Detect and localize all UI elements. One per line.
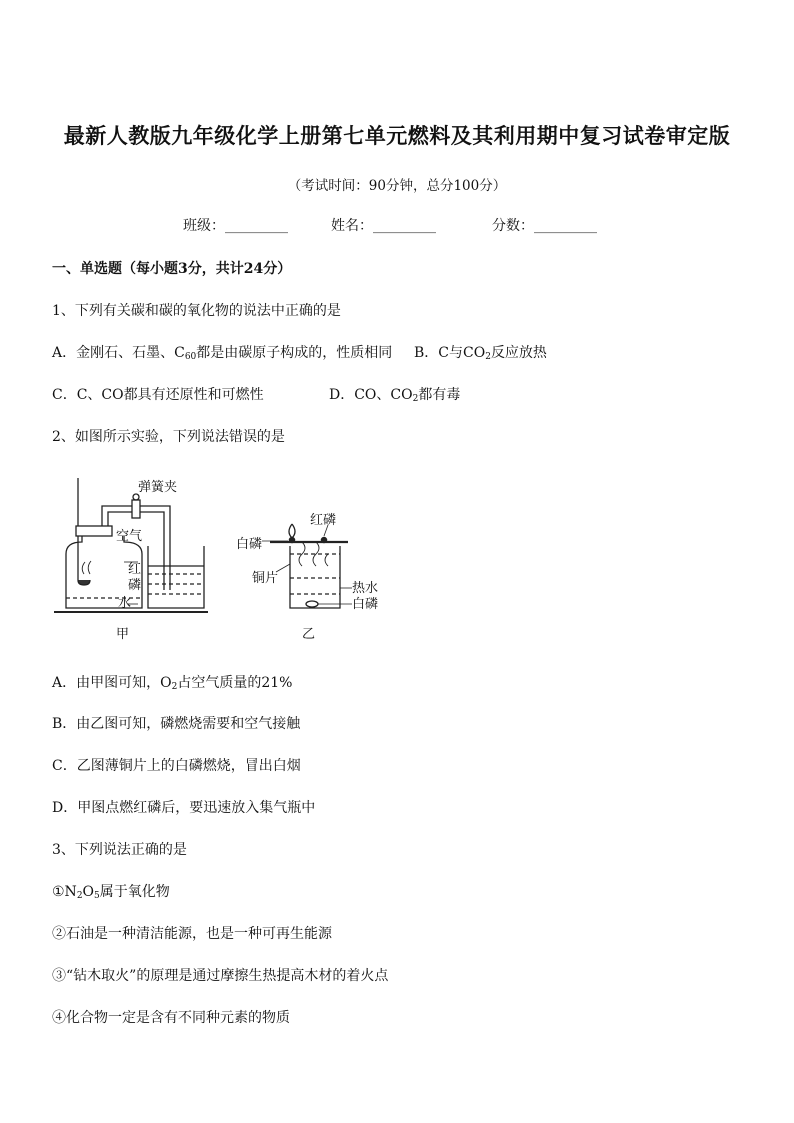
q3-statement-1 xyxy=(52,881,170,901)
q1-d-text: D．CO、CO xyxy=(329,387,413,403)
q2-option-b: B．由乙图可知，磷燃烧需要和空气接触 xyxy=(52,716,301,732)
label-copper: 铜片 xyxy=(252,571,279,586)
q1-a-text2: 都是由碳原子构成的，性质相同 xyxy=(196,345,393,361)
q1-option-b xyxy=(414,342,547,362)
white-phosphorus-underwater xyxy=(306,601,318,607)
white-phosphorus-on-plate xyxy=(289,537,294,542)
q3-stem: 3、下列说法正确的是 xyxy=(52,842,187,858)
q3-s1-text: ①N xyxy=(52,884,77,900)
label-red-phosphorus: 红磷 xyxy=(310,513,337,528)
combustion-spoon xyxy=(78,580,90,585)
q3-statement-3: ③“钻木取火”的原理是通过摩擦生热提高木材的着火点 xyxy=(52,968,389,984)
class-blank: _________ xyxy=(225,218,288,234)
score-blank: _________ xyxy=(534,218,597,234)
score-label: 分数： xyxy=(492,218,534,234)
label-white-phosphorus: 白磷 xyxy=(236,537,263,552)
name-field xyxy=(331,215,436,235)
exam-subtitle: （考试时间：90分钟，总分100分） xyxy=(287,178,507,194)
q1-d-text2: 都有毒 xyxy=(418,387,461,403)
q3-statement-2: ②石油是一种清洁能源，也是一种可再生能源 xyxy=(52,926,332,942)
q1-option-a xyxy=(52,342,392,362)
q2-a-sub: 2 xyxy=(171,682,178,692)
experiment-figure xyxy=(40,470,420,650)
stopper xyxy=(76,526,112,536)
q3-statement-4: ④化合物一定是含有不同种元素的物质 xyxy=(52,1010,290,1026)
class-field xyxy=(183,215,288,235)
section-heading: 一、单选题（每小题3分，共计24分） xyxy=(52,261,292,277)
label-jia: 甲 xyxy=(116,627,130,642)
label-air: 空气 xyxy=(116,529,143,544)
red-phosphorus-on-plate xyxy=(321,537,326,542)
name-label: 姓名： xyxy=(331,218,373,234)
beaker xyxy=(148,546,204,608)
q2-a-text: A．由甲图可知，O xyxy=(52,675,172,691)
q2-a-text2: 占空气质量的21% xyxy=(177,675,293,691)
q1-b-text2: 反应放热 xyxy=(490,345,547,361)
q3-s1-sub2: 5 xyxy=(94,891,100,901)
label-water: 水 xyxy=(118,596,132,611)
name-blank: _________ xyxy=(373,218,436,234)
q3-s1-text2: 属于氧化物 xyxy=(99,884,170,900)
spring-clip xyxy=(132,500,140,518)
label-yi: 乙 xyxy=(302,627,316,642)
q2-option-a xyxy=(52,672,292,692)
q1-a-text: A．金刚石、石墨、C xyxy=(52,345,185,361)
q1-a-sub: 60 xyxy=(184,352,197,362)
class-label: 班级： xyxy=(183,218,225,234)
q2-option-c: C．乙图薄铜片上的白磷燃烧，冒出白烟 xyxy=(52,758,301,774)
q1-b-text: B．C与CO xyxy=(414,345,486,361)
q2-option-d: D．甲图点燃红磷后，要迅速放入集气瓶中 xyxy=(52,800,316,816)
label-white-phosphorus-2: 白磷 xyxy=(352,597,379,612)
q1-option-d xyxy=(329,384,460,404)
page-title: 最新人教版九年级化学上册第七单元燃料及其利用期中复习试卷审定版 xyxy=(63,123,731,148)
q3-s1-mid: O xyxy=(82,884,95,900)
label-red-1: 红 xyxy=(128,562,142,577)
label-red-2: 磷 xyxy=(128,578,142,593)
q1-d-sub: 2 xyxy=(412,394,419,404)
q1-b-sub: 2 xyxy=(485,352,491,362)
label-spring-clip: 弹簧夹 xyxy=(138,480,178,495)
flame xyxy=(289,524,295,538)
score-field xyxy=(492,215,597,235)
smoke-lines xyxy=(82,561,91,574)
q2-stem: 2、如图所示实验，下列说法错误的是 xyxy=(52,429,285,445)
label-hot-water: 热水 xyxy=(352,581,379,596)
q3-s1-sub1: 2 xyxy=(76,891,83,901)
q1-stem: 1、下列有关碳和碳的氧化物的说法中正确的是 xyxy=(52,303,341,319)
q1-option-c: C．C、CO都具有还原性和可燃性 xyxy=(52,387,264,403)
